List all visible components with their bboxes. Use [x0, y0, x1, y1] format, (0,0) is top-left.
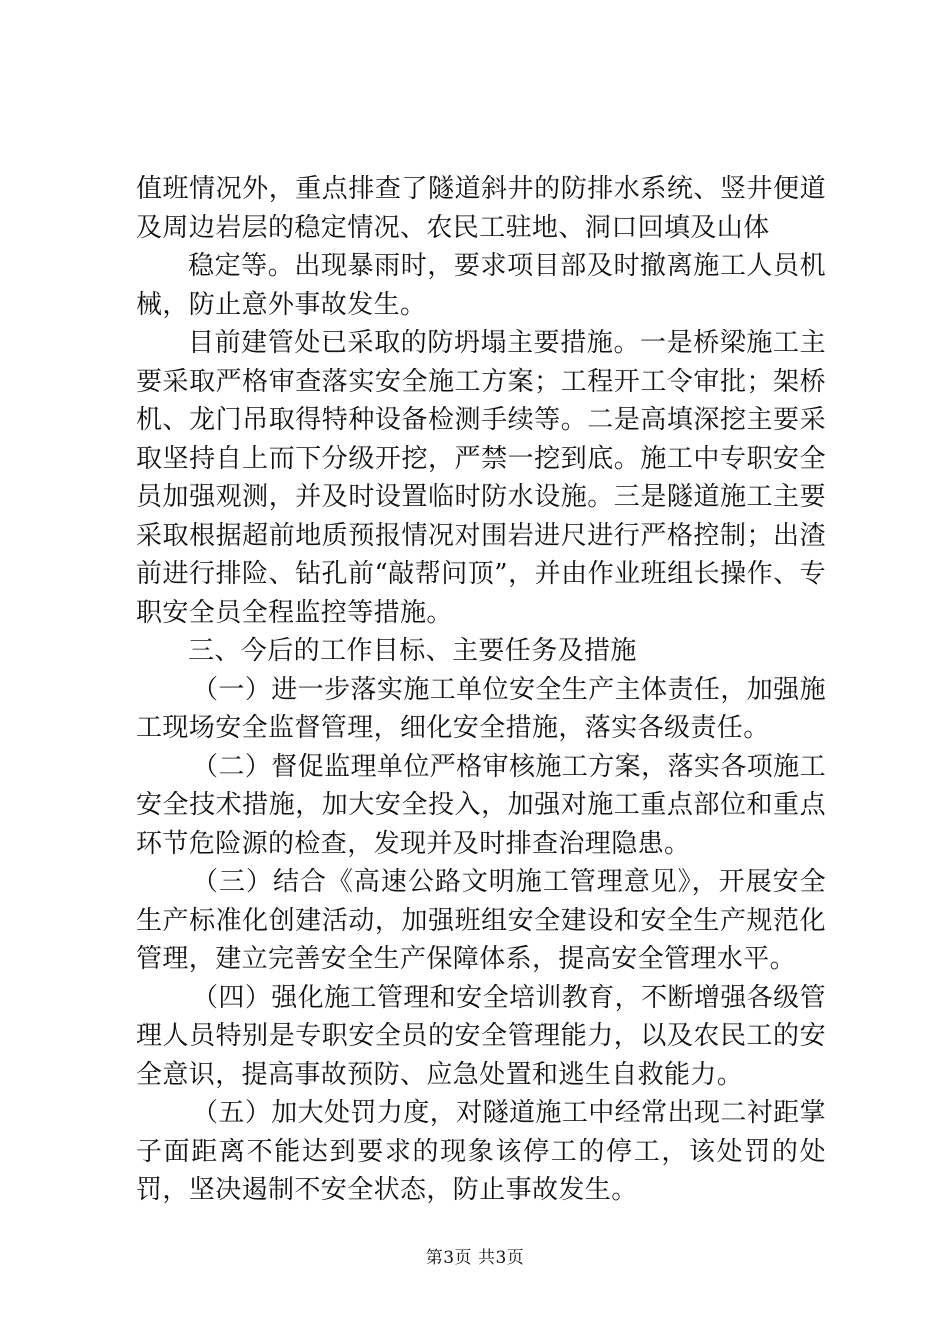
page-number-footer: 第3页 共3页 — [425, 1248, 525, 1268]
section-heading: 三、今后的工作目标、主要任务及措施 — [188, 636, 637, 666]
paragraph-item-3: （三）结合《高速公路文明施工管理意见》，开展安全生产标准化创建活动，加强班组安全建设和安全生产规范化管理，建立完善安全生产保障体系，提高安全管理水平。 — [136, 867, 826, 974]
paragraph-item-5: （五）加大处罚力度，对隧道施工中经常出现二衬距掌子面距离不能达到要求的现象该停工的停工，该处罚的处罚，坚决遏制不安全状态，防止事故发生。 — [136, 1098, 826, 1205]
paragraph-collapse-measures: 目前建管处已采取的防坍塌主要措施。一是桥梁施工主要采取严格审查落实安全施工方案；工程开工令审批；架桥机、龙门吊取得特种设备检测手续等。二是高填深挖主要采取坚持自上而下分级开挖，严禁一挖到底。施工中专职安全员加强观测，并及时设置临时防水设施。三是隧道施工主要采取根据超前地质预报情况对围岩进尺进行严格控制；出渣前进行排险、钻孔前“敲帮问顶”，并由作业班组长操作、专职安全员全程监控等措施。 — [136, 328, 826, 628]
paragraph-continuation-2: 稳定等。出现暴雨时，要求项目部及时撤离施工人员机械，防止意外事故发生。 — [136, 251, 826, 320]
paragraph-continuation: 值班情况外，重点排查了隧道斜井的防排水系统、竖井便道及周边岩层的稳定情况、农民工驻地、洞口回填及山体 — [136, 174, 826, 243]
paragraph-item-2: （二）督促监理单位严格审核施工方案，落实各项施工安全技术措施，加大安全投入，加强对施工重点部位和重点环节危险源的检查，发现并及时排查治理隐患。 — [136, 751, 826, 859]
document-body — [136, 170, 826, 1210]
paragraph-item-1: （一）进一步落实施工单位安全生产主体责任，加强施工现场安全监督管理，细化安全措施，落实各级责任。 — [136, 674, 826, 743]
paragraph-item-4: （四）强化施工管理和安全培训教育，不断增强各级管理人员特别是专职安全员的安全管理能力，以及农民工的安全意识，提高事故预防、应急处置和逃生自救能力。 — [136, 982, 826, 1090]
